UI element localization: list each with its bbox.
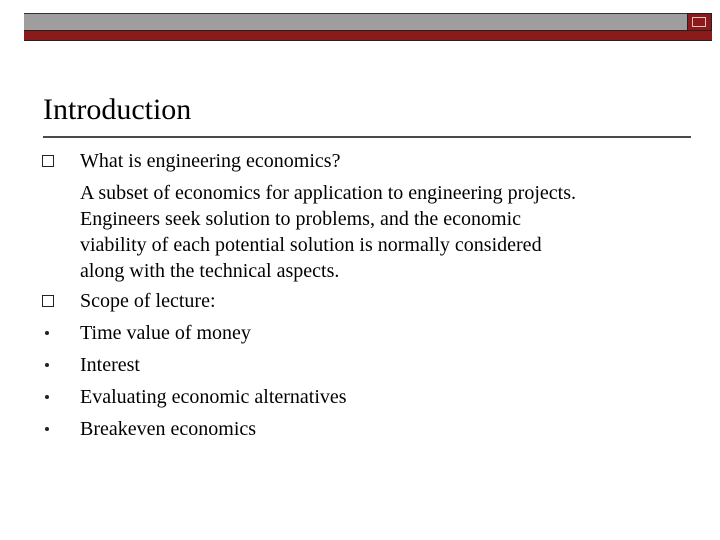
- bullet-text-line: A subset of economics for application to engineering projects.: [80, 182, 576, 204]
- bullet-text-line: Interest: [80, 354, 140, 376]
- bullet-text-line: Engineers seek solution to problems, and the economic: [80, 208, 522, 230]
- dot-bullet-icon: [45, 395, 49, 399]
- bullet-text-line: What is engineering economics?: [80, 150, 341, 172]
- bullet-text-line: Breakeven economics: [80, 418, 257, 440]
- bullet-text-line: Scope of lecture:: [80, 290, 216, 312]
- dot-bullet-icon: [45, 363, 49, 367]
- slide-title: Introduction: [43, 93, 192, 126]
- hollow-square-bullet-icon: [42, 295, 54, 307]
- hollow-square-bullet-icon: [42, 155, 54, 167]
- bullet-text-line: along with the technical aspects.: [80, 260, 340, 282]
- dot-bullet-icon: [45, 427, 49, 431]
- bullet-text-line: Evaluating economic alternatives: [80, 386, 347, 408]
- bullet-text-line: viability of each potential solution is normally considered: [80, 234, 542, 256]
- bullet-text-line: Time value of money: [80, 322, 251, 344]
- dot-bullet-icon: [45, 331, 49, 335]
